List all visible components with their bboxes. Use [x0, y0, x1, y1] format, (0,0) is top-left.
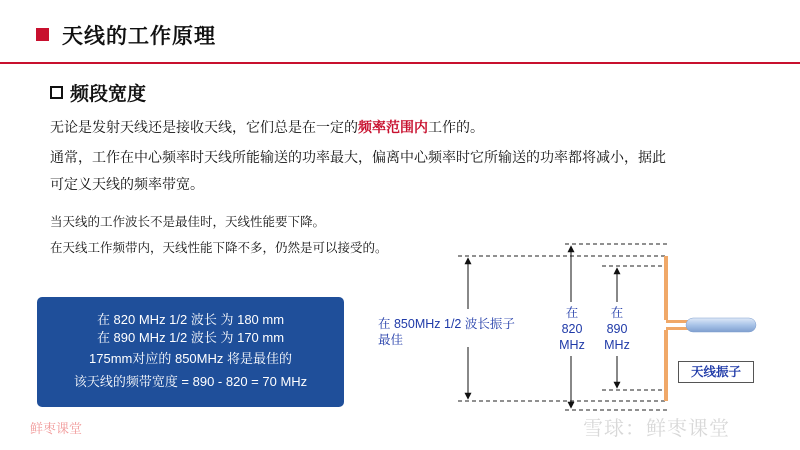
label-890-line-2: 890	[606, 322, 628, 336]
label-890-line-3: MHz	[604, 338, 630, 352]
info-line-3: 175mm对应的 850MHz 将是最佳的	[89, 351, 292, 366]
feed-cable	[686, 318, 756, 332]
note-1: 当天线的工作波长不是最佳时，天线性能要下降。	[50, 214, 326, 229]
dipole-upper-arm	[664, 256, 668, 320]
paragraph-2-line-1: 通常，工作在中心频率时天线所能输送的功率最大，偏离中心频率时它所输送的功率都将减小，据此	[50, 150, 666, 166]
section-title: 频段宽度	[70, 83, 147, 105]
info-line-2: 在 890 MHz 1/2 波长 为 170 mm	[96, 330, 285, 345]
info-line-1: 在 820 MHz 1/2 波长 为 180 mm	[96, 312, 285, 327]
label-best: 最佳	[378, 333, 404, 347]
label-820-line-2: 820	[561, 322, 583, 336]
label-850mhz: 在 850MHz 1/2 波长振子	[378, 317, 515, 331]
note-2: 在天线工作频带内，天线性能下降不多，仍然是可以接受的。	[50, 240, 388, 255]
watermark-right: 雪球：鲜枣课堂	[583, 416, 730, 440]
label-890-line-1: 在	[610, 306, 624, 320]
label-820mhz	[556, 305, 588, 353]
feed-connector-bottom	[666, 327, 688, 330]
watermark-left: 鲜枣课堂	[30, 422, 83, 437]
paragraph-2-line-2: 可定义天线的频率带宽。	[50, 177, 204, 193]
paragraph-1-before: 无论是发射天线还是接收天线，它们总是在一定的	[50, 120, 358, 136]
dipole-lower-arm	[664, 330, 668, 401]
label-890mhz	[601, 305, 633, 353]
label-820-line-3: MHz	[559, 338, 585, 352]
antenna-element-label: 天线振子	[678, 361, 754, 383]
info-line-4: 该天线的频带宽度 = 890 - 820 = 70 MHz	[73, 374, 308, 389]
page-title: 天线的工作原理	[62, 24, 216, 48]
paragraph-1-highlight: 频率范围内	[358, 120, 428, 136]
label-820-line-1: 在	[565, 306, 579, 320]
paragraph-1-after: 工作的。	[428, 120, 484, 136]
feed-connector-top	[666, 320, 688, 323]
